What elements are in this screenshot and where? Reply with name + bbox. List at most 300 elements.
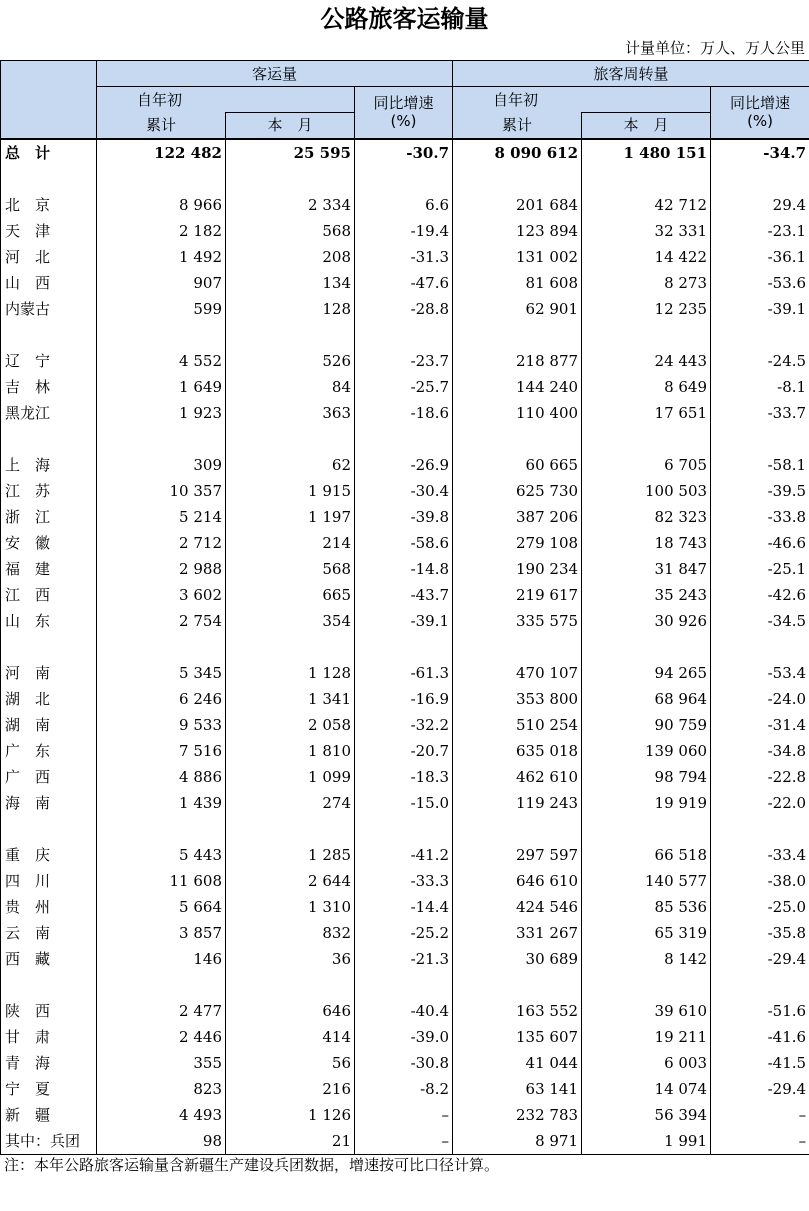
empty-cell [582, 426, 711, 452]
value-cell-pt-ytd: 331 267 [453, 920, 582, 946]
value-cell-pv-month: 526 [226, 348, 355, 374]
value-cell-pv-month: 832 [226, 920, 355, 946]
empty-cell [226, 166, 355, 192]
empty-cell [97, 972, 226, 998]
value-cell-pv-yoy: -18.3 [355, 764, 453, 790]
value-cell-pv-ytd: 2 477 [97, 998, 226, 1024]
spacer-row [1, 166, 809, 192]
value-cell-pv-yoy: -14.8 [355, 556, 453, 582]
value-cell-pv-month: 1 915 [226, 478, 355, 504]
value-cell-pt-yoy: -33.8 [711, 504, 809, 530]
value-cell-pt-month: 14 074 [582, 1076, 711, 1102]
empty-cell [582, 166, 711, 192]
table-header [1, 61, 809, 139]
empty-cell [1, 972, 97, 998]
value-cell-pv-month: 214 [226, 530, 355, 556]
table-row [1, 686, 809, 712]
empty-cell [226, 816, 355, 842]
table-row [1, 998, 809, 1024]
empty-cell [355, 972, 453, 998]
value-cell-pv-yoy: -39.8 [355, 504, 453, 530]
value-cell-pv-ytd: 355 [97, 1050, 226, 1076]
value-cell-pv-month: 36 [226, 946, 355, 972]
value-cell-pv-ytd: 4 552 [97, 348, 226, 374]
empty-cell [355, 166, 453, 192]
value-cell-pv-ytd: 6 246 [97, 686, 226, 712]
table-row [1, 712, 809, 738]
empty-cell [711, 972, 809, 998]
table-row [1, 608, 809, 634]
value-cell-pt-yoy: -34.7 [711, 139, 809, 166]
value-cell-pv-ytd: 11 608 [97, 868, 226, 894]
value-cell-pv-month: 1 810 [226, 738, 355, 764]
value-cell-pv-yoy: -43.7 [355, 582, 453, 608]
value-cell-pv-yoy: -14.4 [355, 894, 453, 920]
empty-cell [1, 634, 97, 660]
value-cell-pv-yoy: -25.7 [355, 374, 453, 400]
value-cell-pt-ytd: 387 206 [453, 504, 582, 530]
value-cell-pt-yoy: -33.7 [711, 400, 809, 426]
empty-cell [453, 972, 582, 998]
value-cell-pv-yoy: -58.6 [355, 530, 453, 556]
value-cell-pt-ytd: 219 617 [453, 582, 582, 608]
empty-cell [711, 426, 809, 452]
value-cell-pv-yoy: -15.0 [355, 790, 453, 816]
value-cell-pt-month: 100 503 [582, 478, 711, 504]
value-cell-pt-month: 8 142 [582, 946, 711, 972]
value-cell-pt-ytd: 119 243 [453, 790, 582, 816]
value-cell-pt-month: 66 518 [582, 842, 711, 868]
value-cell-pt-ytd: 232 783 [453, 1102, 582, 1128]
region-cell: 河 南 [1, 660, 97, 686]
value-cell-pt-yoy: -51.6 [711, 998, 809, 1024]
empty-cell [1, 322, 97, 348]
value-cell-pt-yoy: -42.6 [711, 582, 809, 608]
value-cell-pv-ytd: 1 439 [97, 790, 226, 816]
table-row [1, 894, 809, 920]
value-cell-pv-yoy: -19.4 [355, 218, 453, 244]
value-cell-pv-ytd: 9 533 [97, 712, 226, 738]
table-row [1, 1128, 809, 1155]
value-cell-pv-ytd: 2 988 [97, 556, 226, 582]
value-cell-pv-ytd: 5 345 [97, 660, 226, 686]
value-cell-pt-ytd: 131 002 [453, 244, 582, 270]
value-cell-pv-month: 21 [226, 1128, 355, 1155]
empty-cell [582, 634, 711, 660]
header-pt-ytd: 累计 [453, 113, 582, 139]
empty-cell [226, 322, 355, 348]
region-cell: 浙 江 [1, 504, 97, 530]
value-cell-pv-month: 1 099 [226, 764, 355, 790]
value-cell-pv-month: 2 644 [226, 868, 355, 894]
value-cell-pt-yoy: -34.5 [711, 608, 809, 634]
value-cell-pt-ytd: 41 044 [453, 1050, 582, 1076]
value-cell-pt-month: 90 759 [582, 712, 711, 738]
value-cell-pv-ytd: 4 886 [97, 764, 226, 790]
region-cell: 山 东 [1, 608, 97, 634]
value-cell-pv-ytd: 5 214 [97, 504, 226, 530]
region-cell: 天 津 [1, 218, 97, 244]
empty-cell [453, 634, 582, 660]
table-row [1, 400, 809, 426]
header-pv-yoy-line1: 同比增速 [373, 94, 434, 113]
value-cell-pv-month: 1 197 [226, 504, 355, 530]
value-cell-pv-ytd: 1 649 [97, 374, 226, 400]
value-cell-pv-month: 414 [226, 1024, 355, 1050]
region-cell: 江 西 [1, 582, 97, 608]
value-cell-pt-yoy: -33.4 [711, 842, 809, 868]
table-row [1, 946, 809, 972]
value-cell-pt-yoy: -35.8 [711, 920, 809, 946]
value-cell-pt-month: 24 443 [582, 348, 711, 374]
value-cell-pt-ytd: 163 552 [453, 998, 582, 1024]
table-row [1, 660, 809, 686]
empty-cell [453, 816, 582, 842]
value-cell-pv-yoy: -26.9 [355, 452, 453, 478]
table-row [1, 920, 809, 946]
value-cell-pt-yoy: -29.4 [711, 1076, 809, 1102]
value-cell-pt-month: 94 265 [582, 660, 711, 686]
empty-cell [97, 166, 226, 192]
header-pt-yoy-line1: 同比增速 [730, 94, 791, 113]
header-pv-month: 本 月 [226, 113, 355, 139]
empty-cell [582, 322, 711, 348]
region-cell: 黑龙江 [1, 400, 97, 426]
value-cell-pv-yoy: -33.3 [355, 868, 453, 894]
table-row [1, 296, 809, 322]
value-cell-pv-month: 208 [226, 244, 355, 270]
value-cell-pv-month: 274 [226, 790, 355, 816]
value-cell-pt-month: 140 577 [582, 868, 711, 894]
value-cell-pv-yoy: -23.7 [355, 348, 453, 374]
value-cell-pv-month: 354 [226, 608, 355, 634]
empty-cell [711, 166, 809, 192]
value-cell-pt-yoy: -34.8 [711, 738, 809, 764]
region-cell: 辽 宁 [1, 348, 97, 374]
value-cell-pv-yoy: -28.8 [355, 296, 453, 322]
header-pv-yoy [355, 87, 453, 139]
value-cell-pt-ytd: 353 800 [453, 686, 582, 712]
header-region-cell [1, 61, 97, 139]
empty-cell [711, 816, 809, 842]
region-cell: 河 北 [1, 244, 97, 270]
table-row [1, 738, 809, 764]
data-table [0, 60, 809, 1155]
empty-cell [226, 972, 355, 998]
value-cell-pt-ytd: 510 254 [453, 712, 582, 738]
table-row [1, 504, 809, 530]
value-cell-pt-ytd: 462 610 [453, 764, 582, 790]
value-cell-pt-ytd: 135 607 [453, 1024, 582, 1050]
value-cell-pv-yoy: -8.2 [355, 1076, 453, 1102]
value-cell-pv-yoy: -18.6 [355, 400, 453, 426]
empty-cell [97, 322, 226, 348]
region-cell: 广 西 [1, 764, 97, 790]
value-cell-pt-yoy: – [711, 1102, 809, 1128]
value-cell-pt-month: 8 273 [582, 270, 711, 296]
value-cell-pt-month: 98 794 [582, 764, 711, 790]
empty-cell [453, 426, 582, 452]
value-cell-pt-yoy: -41.5 [711, 1050, 809, 1076]
value-cell-pv-month: 56 [226, 1050, 355, 1076]
region-cell: 上 海 [1, 452, 97, 478]
value-cell-pv-ytd: 10 357 [97, 478, 226, 504]
value-cell-pt-yoy: -36.1 [711, 244, 809, 270]
value-cell-pv-yoy: 6.6 [355, 192, 453, 218]
region-cell: 青 海 [1, 1050, 97, 1076]
value-cell-pv-ytd: 5 664 [97, 894, 226, 920]
value-cell-pv-ytd: 122 482 [97, 139, 226, 166]
value-cell-pv-ytd: 8 966 [97, 192, 226, 218]
table-row [1, 270, 809, 296]
header-pv-ytd-top: 自年初 [97, 87, 355, 113]
value-cell-pt-month: 6 003 [582, 1050, 711, 1076]
table-row [1, 348, 809, 374]
empty-cell [355, 816, 453, 842]
table-row [1, 478, 809, 504]
value-cell-pv-ytd: 2 754 [97, 608, 226, 634]
region-cell: 云 南 [1, 920, 97, 946]
value-cell-pv-month: 128 [226, 296, 355, 322]
value-cell-pt-yoy: -22.0 [711, 790, 809, 816]
header-passenger-turnover: 旅客周转量 [453, 61, 809, 87]
value-cell-pt-month: 18 743 [582, 530, 711, 556]
value-cell-pv-month: 25 595 [226, 139, 355, 166]
value-cell-pv-yoy: -39.1 [355, 608, 453, 634]
value-cell-pt-month: 65 319 [582, 920, 711, 946]
table-row [1, 556, 809, 582]
value-cell-pt-ytd: 470 107 [453, 660, 582, 686]
value-cell-pv-ytd: 5 443 [97, 842, 226, 868]
value-cell-pt-yoy: -24.5 [711, 348, 809, 374]
page-title: 公路旅客运输量 [320, 5, 489, 33]
value-cell-pv-month: 1 310 [226, 894, 355, 920]
region-cell: 福 建 [1, 556, 97, 582]
table-row [1, 868, 809, 894]
value-cell-pv-ytd: 2 712 [97, 530, 226, 556]
footnote: 注：本年公路旅客运输量含新疆生产建设兵团数据，增速按可比口径计算。 [4, 1156, 500, 1174]
value-cell-pt-month: 14 422 [582, 244, 711, 270]
empty-cell [1, 166, 97, 192]
value-cell-pt-yoy: -24.0 [711, 686, 809, 712]
value-cell-pv-ytd: 2 446 [97, 1024, 226, 1050]
value-cell-pt-yoy: -25.0 [711, 894, 809, 920]
value-cell-pt-ytd: 335 575 [453, 608, 582, 634]
value-cell-pv-ytd: 7 516 [97, 738, 226, 764]
value-cell-pv-yoy: -31.3 [355, 244, 453, 270]
value-cell-pv-yoy: -25.2 [355, 920, 453, 946]
table-row [1, 374, 809, 400]
value-cell-pt-month: 31 847 [582, 556, 711, 582]
value-cell-pv-month: 1 128 [226, 660, 355, 686]
value-cell-pt-ytd: 625 730 [453, 478, 582, 504]
value-cell-pt-ytd: 63 141 [453, 1076, 582, 1102]
value-cell-pt-ytd: 297 597 [453, 842, 582, 868]
region-cell: 重 庆 [1, 842, 97, 868]
value-cell-pt-month: 19 211 [582, 1024, 711, 1050]
empty-cell [355, 322, 453, 348]
value-cell-pv-month: 134 [226, 270, 355, 296]
table-row [1, 790, 809, 816]
value-cell-pv-yoy: -30.4 [355, 478, 453, 504]
region-cell: 山 西 [1, 270, 97, 296]
value-cell-pv-yoy: -41.2 [355, 842, 453, 868]
value-cell-pv-ytd: 1 923 [97, 400, 226, 426]
region-cell: 吉 林 [1, 374, 97, 400]
value-cell-pt-yoy: -41.6 [711, 1024, 809, 1050]
region-cell: 四 川 [1, 868, 97, 894]
value-cell-pt-yoy: -39.1 [711, 296, 809, 322]
value-cell-pv-ytd: 907 [97, 270, 226, 296]
empty-cell [97, 634, 226, 660]
spacer-row [1, 322, 809, 348]
value-cell-pv-yoy: -20.7 [355, 738, 453, 764]
empty-cell [97, 426, 226, 452]
value-cell-pv-yoy: -47.6 [355, 270, 453, 296]
table-row [1, 218, 809, 244]
value-cell-pt-ytd: 218 877 [453, 348, 582, 374]
value-cell-pv-month: 2 334 [226, 192, 355, 218]
value-cell-pt-month: 6 705 [582, 452, 711, 478]
value-cell-pt-yoy: -8.1 [711, 374, 809, 400]
value-cell-pv-month: 1 341 [226, 686, 355, 712]
spacer-row [1, 426, 809, 452]
value-cell-pt-yoy: -39.5 [711, 478, 809, 504]
value-cell-pv-ytd: 3 602 [97, 582, 226, 608]
empty-cell [355, 426, 453, 452]
value-cell-pt-yoy: -38.0 [711, 868, 809, 894]
value-cell-pt-yoy: -53.4 [711, 660, 809, 686]
value-cell-pt-month: 56 394 [582, 1102, 711, 1128]
region-cell: 广 东 [1, 738, 97, 764]
value-cell-pt-month: 35 243 [582, 582, 711, 608]
value-cell-pt-month: 1 480 151 [582, 139, 711, 166]
value-cell-pt-yoy: -25.1 [711, 556, 809, 582]
table-body [1, 139, 809, 1155]
value-cell-pv-yoy: – [355, 1102, 453, 1128]
table-row [1, 452, 809, 478]
empty-cell [453, 322, 582, 348]
empty-cell [711, 634, 809, 660]
value-cell-pv-ytd: 4 493 [97, 1102, 226, 1128]
value-cell-pv-ytd: 2 182 [97, 218, 226, 244]
region-cell: 海 南 [1, 790, 97, 816]
region-cell: 宁 夏 [1, 1076, 97, 1102]
value-cell-pt-yoy: -46.6 [711, 530, 809, 556]
value-cell-pv-ytd: 1 492 [97, 244, 226, 270]
value-cell-pv-month: 646 [226, 998, 355, 1024]
value-cell-pt-month: 1 991 [582, 1128, 711, 1155]
table-row [1, 842, 809, 868]
spacer-row [1, 634, 809, 660]
header-pv-ytd: 累计 [97, 113, 226, 139]
value-cell-pv-month: 62 [226, 452, 355, 478]
value-cell-pt-month: 39 610 [582, 998, 711, 1024]
empty-cell [711, 322, 809, 348]
spacer-row [1, 816, 809, 842]
value-cell-pv-ytd: 823 [97, 1076, 226, 1102]
value-cell-pt-ytd: 60 665 [453, 452, 582, 478]
value-cell-pt-ytd: 30 689 [453, 946, 582, 972]
value-cell-pt-ytd: 635 018 [453, 738, 582, 764]
value-cell-pv-yoy: -30.8 [355, 1050, 453, 1076]
header-pt-yoy-line2: (%) [747, 112, 774, 131]
value-cell-pt-ytd: 123 894 [453, 218, 582, 244]
empty-cell [582, 816, 711, 842]
empty-cell [453, 166, 582, 192]
value-cell-pt-yoy: -53.6 [711, 270, 809, 296]
value-cell-pv-month: 568 [226, 218, 355, 244]
table-row [1, 1050, 809, 1076]
value-cell-pt-month: 139 060 [582, 738, 711, 764]
value-cell-pv-yoy: – [355, 1128, 453, 1155]
value-cell-pt-yoy: -29.4 [711, 946, 809, 972]
value-cell-pt-ytd: 201 684 [453, 192, 582, 218]
value-cell-pv-month: 2 058 [226, 712, 355, 738]
value-cell-pv-month: 665 [226, 582, 355, 608]
total-row [1, 139, 809, 166]
empty-cell [226, 426, 355, 452]
table-row [1, 192, 809, 218]
table-row [1, 1024, 809, 1050]
value-cell-pt-month: 82 323 [582, 504, 711, 530]
value-cell-pt-yoy: -58.1 [711, 452, 809, 478]
value-cell-pv-ytd: 3 857 [97, 920, 226, 946]
value-cell-pv-yoy: -21.3 [355, 946, 453, 972]
value-cell-pv-yoy: -61.3 [355, 660, 453, 686]
region-cell: 江 苏 [1, 478, 97, 504]
table-row [1, 244, 809, 270]
value-cell-pt-yoy: -31.4 [711, 712, 809, 738]
value-cell-pt-month: 85 536 [582, 894, 711, 920]
value-cell-pv-month: 1 126 [226, 1102, 355, 1128]
empty-cell [97, 816, 226, 842]
value-cell-pt-yoy: 29.4 [711, 192, 809, 218]
header-pt-ytd-top: 自年初 [453, 87, 711, 113]
region-cell: 西 藏 [1, 946, 97, 972]
empty-cell [1, 426, 97, 452]
header-pt-month: 本 月 [582, 113, 711, 139]
value-cell-pt-month: 32 331 [582, 218, 711, 244]
value-cell-pv-ytd: 98 [97, 1128, 226, 1155]
value-cell-pv-month: 568 [226, 556, 355, 582]
region-cell: 贵 州 [1, 894, 97, 920]
value-cell-pv-ytd: 309 [97, 452, 226, 478]
value-cell-pv-month: 1 285 [226, 842, 355, 868]
value-cell-pt-ytd: 8 090 612 [453, 139, 582, 166]
region-cell: 新 疆 [1, 1102, 97, 1128]
header-pt-yoy [711, 87, 809, 139]
region-cell: 安 徽 [1, 530, 97, 556]
value-cell-pt-ytd: 424 546 [453, 894, 582, 920]
table-row [1, 530, 809, 556]
value-cell-pt-month: 68 964 [582, 686, 711, 712]
value-cell-pt-ytd: 62 901 [453, 296, 582, 322]
value-cell-pv-yoy: -16.9 [355, 686, 453, 712]
value-cell-pt-month: 42 712 [582, 192, 711, 218]
region-cell: 湖 南 [1, 712, 97, 738]
region-cell: 总 计 [1, 139, 97, 166]
value-cell-pt-ytd: 81 608 [453, 270, 582, 296]
region-cell: 北 京 [1, 192, 97, 218]
header-pv-yoy-line2: (%) [390, 112, 417, 131]
region-cell: 甘 肃 [1, 1024, 97, 1050]
value-cell-pt-month: 30 926 [582, 608, 711, 634]
value-cell-pv-yoy: -30.7 [355, 139, 453, 166]
value-cell-pv-yoy: -40.4 [355, 998, 453, 1024]
value-cell-pv-ytd: 146 [97, 946, 226, 972]
empty-cell [355, 634, 453, 660]
